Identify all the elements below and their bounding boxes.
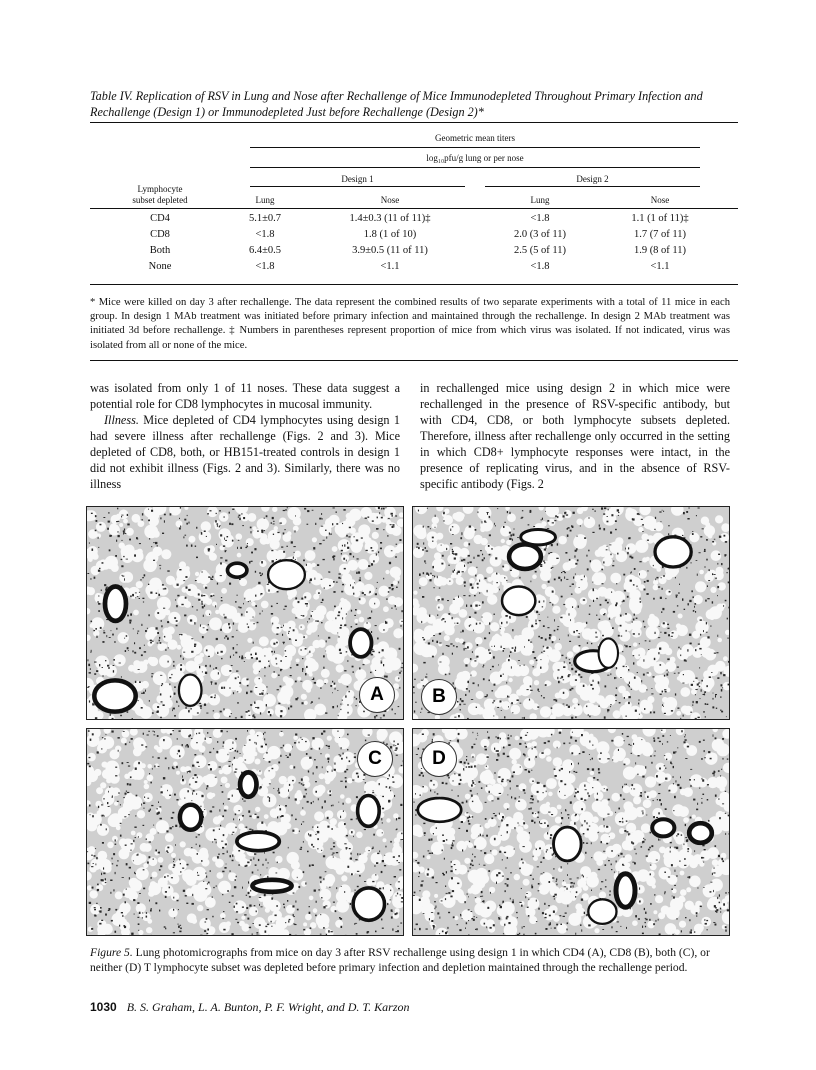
row-both-d2-lung: 2.5 (5 of 11) <box>513 245 567 256</box>
row-none-subset: None <box>148 261 172 272</box>
table-bottom-rule <box>90 284 738 285</box>
row-none-d2-nose: <1.1 <box>650 261 670 272</box>
col-d1-lung: Lung <box>255 195 275 205</box>
figure-caption-text: Lung photomicrographs from mice on day 3 after RSV rechallenge using design 1 in which CD4 (A), CD8 (B), both (C), or neither (D) T lymphocyte subset was depleted before primary infection and depletion maintained through the rechallenge period. <box>90 946 710 974</box>
row-cd4-d2-nose: 1.1 (1 of 11)‡ <box>631 213 689 224</box>
row-cd8-d1-lung: <1.8 <box>255 229 275 240</box>
col-d2-nose: Nose <box>650 195 670 205</box>
spanner-rule-2 <box>250 167 700 168</box>
right-paragraph-1: in rechallenged mice using design 2 in which mice were rechallenged in the presence of RSV-specific antibody, but with CD4, CD8, or both lymphocyte subsets depleted. Therefore, illness after rechallenge only occurred in the setting in which CD8+ lymphocyte responses were intact, in the presence of replicating virus, and in the absence of RSV-specific antibody (Figs. 2 <box>420 381 730 491</box>
row-none-d1-nose: <1.1 <box>380 261 400 272</box>
panel-label-a: A <box>359 677 395 713</box>
row-cd8-d2-lung: 2.0 (3 of 11) <box>513 229 567 240</box>
header-design-2: Design 2 <box>576 174 609 184</box>
illness-heading: Illness. <box>104 413 139 427</box>
row-header-line-1: Lymphocyte <box>137 184 183 194</box>
left-paragraph-2 <box>90 412 400 492</box>
page-number: 1030 <box>90 1000 117 1014</box>
row-header-line-2: subset depleted <box>132 195 188 205</box>
lung-tissue-texture <box>413 729 729 935</box>
design-2-rule <box>485 186 700 187</box>
design-1-rule <box>250 186 465 187</box>
footnote-rule <box>90 360 738 361</box>
left-paragraph-2-text: Mice depleted of CD4 lymphocytes using design 1 had severe illness after rechallenge (Figs. 2 and 3). Mice depleted of CD8, both, or HB151-treated controls in design 1 did not exhibit illness (Figs. 2 and 3). Similarly, there was no illness <box>90 413 400 491</box>
table-top-rule <box>90 122 738 123</box>
row-both-d1-nose: 3.9±0.5 (11 of 11) <box>352 245 428 256</box>
spanner-units: log₁₀pfu/g lung or per nose <box>426 153 524 163</box>
panel-label-b: B <box>421 679 457 715</box>
header-design-1: Design 1 <box>341 174 374 184</box>
row-both-d2-nose: 1.9 (8 of 11) <box>633 245 687 256</box>
body-left-column <box>90 380 400 492</box>
photo-panel-b <box>412 506 730 720</box>
row-cd4-d1-lung: 5.1±0.7 <box>248 213 281 224</box>
photo-panel-d <box>412 728 730 936</box>
photo-panel-a <box>86 506 404 720</box>
lung-tissue-texture <box>87 507 403 719</box>
row-both-d1-lung: 6.4±0.5 <box>248 245 281 256</box>
left-paragraph-1: was isolated from only 1 of 11 noses. These data suggest a potential role for CD8 lymphocytes in mucosal immunity. <box>90 381 400 411</box>
row-cd8-subset: CD8 <box>150 229 170 240</box>
spanner-rule-1 <box>250 147 700 148</box>
row-none-d2-lung: <1.8 <box>530 261 550 272</box>
row-cd8-d2-nose: 1.7 (7 of 11) <box>633 229 687 240</box>
header-bottom-rule <box>90 208 738 209</box>
col-d1-nose: Nose <box>380 195 400 205</box>
row-both-subset: Both <box>149 245 171 256</box>
row-cd4-d1-nose: 1.4±0.3 (11 of 11)‡ <box>349 213 431 224</box>
authors: B. S. Graham, L. A. Bunton, P. F. Wright, and D. T. Karzon <box>126 1000 410 1014</box>
row-cd4-subset: CD4 <box>150 213 170 224</box>
lung-tissue-texture <box>87 729 403 935</box>
figure-caption-label: Figure 5. <box>90 946 133 959</box>
panel-label-c: C <box>357 741 393 777</box>
spanner-geometric-mean: Geometric mean titers <box>435 133 515 143</box>
table-footnote: * Mice were killed on day 3 after rechallenge. The data represent the combined results of two separate experiments with a total of 11 mice in each group. In design 1 MAb treatment was initiated before primary infection and maintained through the rechallenge. In design 2 MAb treatment was initiated 3d before rechallenge. ‡ Numbers in parentheses represent proportion of mice from which virus was isolated. If not indicated, virus was isolated from all or none of the mice. <box>90 297 730 351</box>
table-title: Table IV. Replication of RSV in Lung and Nose after Rechallenge of Mice Immunodepleted Throughout Primary Infection and Rechallenge (Design 1) or Immunodepleted Just before Rechallenge (Design 2)* <box>90 89 703 119</box>
col-d2-lung: Lung <box>530 195 550 205</box>
photo-panel-c <box>86 728 404 936</box>
panel-label-d: D <box>421 741 457 777</box>
row-cd4-d2-lung: <1.8 <box>530 213 550 224</box>
figure-caption <box>90 945 740 975</box>
row-none-d1-lung: <1.8 <box>255 261 275 272</box>
body-right-column <box>420 380 730 492</box>
running-footer <box>90 1000 410 1015</box>
lung-tissue-texture <box>413 507 729 719</box>
row-cd8-d1-nose: 1.8 (1 of 10) <box>363 229 417 240</box>
